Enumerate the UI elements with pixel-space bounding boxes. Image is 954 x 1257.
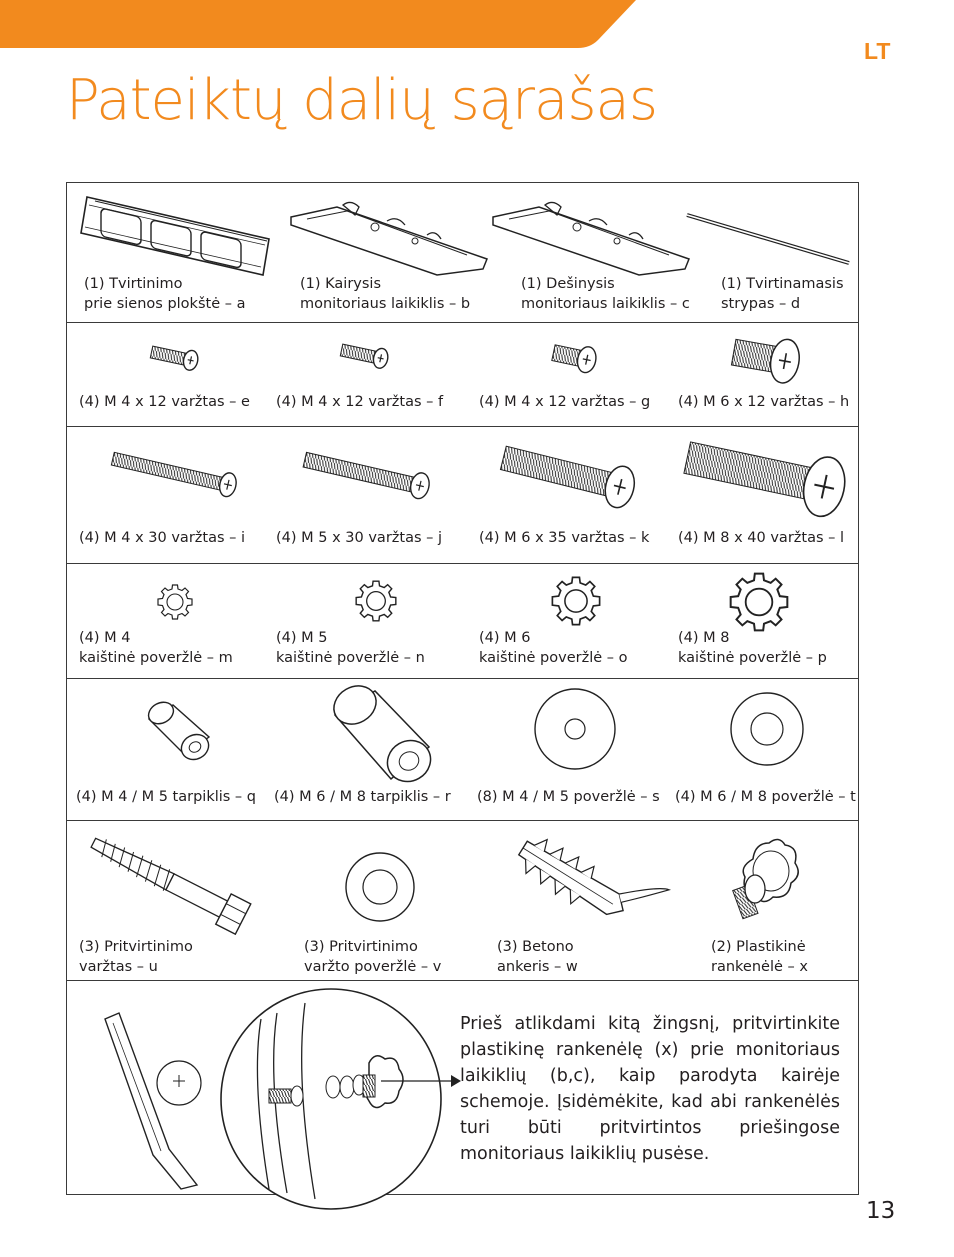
part-w (487, 821, 707, 980)
part-g-label: (4) M 4 x 12 varžtas – g (479, 394, 651, 410)
assembly-diagram-icon (101, 989, 461, 1194)
spacer-q-icon (137, 701, 217, 771)
instruction-row (67, 981, 858, 1194)
part-f-label: (4) M 4 x 12 varžtas – f (276, 394, 444, 410)
part-h (675, 323, 858, 426)
part-u-label-line1: (3) Pritvirtinimo (79, 939, 193, 955)
part-f (267, 323, 477, 426)
screw-j-icon (299, 447, 439, 503)
part-g (477, 323, 675, 426)
part-k-label: (4) M 6 x 35 varžtas – k (479, 530, 650, 546)
part-q (67, 679, 267, 820)
parts-row-6 (67, 821, 858, 981)
washer-s-icon (533, 687, 617, 771)
parts-row-5 (67, 679, 858, 821)
part-d-label-line2: strypas – d (721, 296, 801, 312)
spacer-r-icon (325, 685, 435, 785)
part-d-label-line1: (1) Tvirtinamasis (721, 276, 844, 292)
part-h-label: (4) M 6 x 12 varžtas – h (678, 394, 850, 410)
part-l (675, 427, 858, 563)
part-o-label-line2: kaištinė poveržlė – o (479, 650, 628, 666)
part-v-label-line2: varžto poveržlė – v (304, 959, 442, 975)
lock-washer-p-icon (729, 572, 789, 632)
part-s-label: (8) M 4 / M 5 poveržlė – s (477, 789, 660, 805)
part-l-label: (4) M 8 x 40 varžtas – l (678, 530, 845, 546)
parts-row-4 (67, 564, 858, 679)
part-t (675, 679, 858, 820)
language-code: LT (864, 38, 891, 64)
part-n (267, 564, 477, 678)
lag-bolt-icon (79, 835, 269, 935)
part-t-label: (4) M 6 / M 8 poveržlė – t (675, 789, 856, 805)
part-x-label-line2: rankenėlė – x (711, 959, 808, 975)
parts-row-2 (67, 323, 858, 427)
part-v-label-line1: (3) Pritvirtinimo (304, 939, 418, 955)
wall-plate-icon (79, 189, 275, 281)
part-p (675, 564, 858, 678)
part-m-label-line2: kaištinė poveržlė – m (79, 650, 233, 666)
header-banner (0, 0, 954, 50)
part-u-label-line1: varžtas – u (79, 959, 158, 975)
lock-washer-n-icon (355, 580, 397, 622)
part-s (477, 679, 675, 820)
part-i-label: (4) M 4 x 30 varžtas – i (79, 530, 246, 546)
part-m (67, 564, 267, 678)
part-j (267, 427, 477, 563)
page-title: Pateiktų dalių sąrašas (66, 68, 657, 133)
part-b (287, 183, 507, 322)
lock-washer-m-icon (157, 584, 193, 620)
part-i (67, 427, 267, 563)
screw-f-icon (339, 341, 391, 369)
part-p-label-line1: (4) M 8 (678, 630, 730, 646)
screw-k-icon (497, 433, 647, 519)
screw-l-icon (679, 431, 859, 523)
part-e (67, 323, 267, 426)
parts-row-3 (67, 427, 858, 564)
part-b-label-line2: monitoriaus laikiklis – b (300, 296, 471, 312)
part-v (292, 821, 487, 980)
screw-i-icon (107, 447, 247, 501)
part-m-label-line1: (4) M 4 (79, 630, 131, 646)
parts-row-1 (67, 183, 858, 323)
part-r-label: (4) M 6 / M 8 tarpiklis – r (274, 789, 451, 805)
washer-v-icon (344, 851, 416, 923)
part-o (477, 564, 675, 678)
rod-icon (683, 211, 853, 267)
part-a-label-line2: prie sienos plokštė – a (84, 296, 246, 312)
screw-e-icon (149, 343, 201, 371)
instruction-text: Prieš atlikdami kitą žingsnį, pritvirtinkite plastikinę rankenėlę (x) prie monitoriaus laikiklių (b,c), kaip parodyta kairėje schemoje. Įsidėmėkite, kad abi rankenėlės turi būti pritvirtintos priešingose monitoriaus laikiklių pusėse. (460, 1014, 840, 1164)
part-e-label: (4) M 4 x 12 varžtas – e (79, 394, 250, 410)
part-k (477, 427, 675, 563)
part-x-label-line1: (2) Plastikinė (711, 939, 806, 955)
page-number: 13 (866, 1198, 896, 1224)
concrete-anchor-icon (499, 833, 659, 933)
part-r (267, 679, 477, 820)
part-w-label-line2: ankeris – w (497, 959, 578, 975)
part-x (707, 821, 858, 980)
part-c-label-line2: monitoriaus laikiklis – c (521, 296, 690, 312)
part-d (717, 183, 858, 322)
plastic-knob-icon (725, 831, 805, 931)
part-b-label-line1: (1) Kairysis (300, 276, 381, 292)
part-a-label-line1: (1) Tvirtinimo (84, 276, 183, 292)
screw-h-icon (727, 331, 807, 387)
part-o-label-line1: (4) M 6 (479, 630, 531, 646)
part-c-label-line1: (1) Dešinysis (521, 276, 615, 292)
left-bracket-icon (287, 199, 497, 277)
part-q-label: (4) M 4 / M 5 tarpiklis – q (76, 789, 256, 805)
screw-g-icon (549, 339, 599, 375)
part-w-label-line1: (3) Betono (497, 939, 574, 955)
part-u (67, 821, 292, 980)
part-j-label: (4) M 5 x 30 varžtas – j (276, 530, 443, 546)
part-a (67, 183, 287, 322)
lock-washer-o-icon (551, 576, 601, 626)
washer-t-icon (729, 691, 805, 767)
part-n-label-line1: (4) M 5 (276, 630, 328, 646)
part-p-label-line2: kaištinė poveržlė – p (678, 650, 827, 666)
parts-table (66, 182, 859, 1195)
right-bracket-icon (489, 199, 699, 277)
part-n-label-line2: kaištinė poveržlė – n (276, 650, 425, 666)
